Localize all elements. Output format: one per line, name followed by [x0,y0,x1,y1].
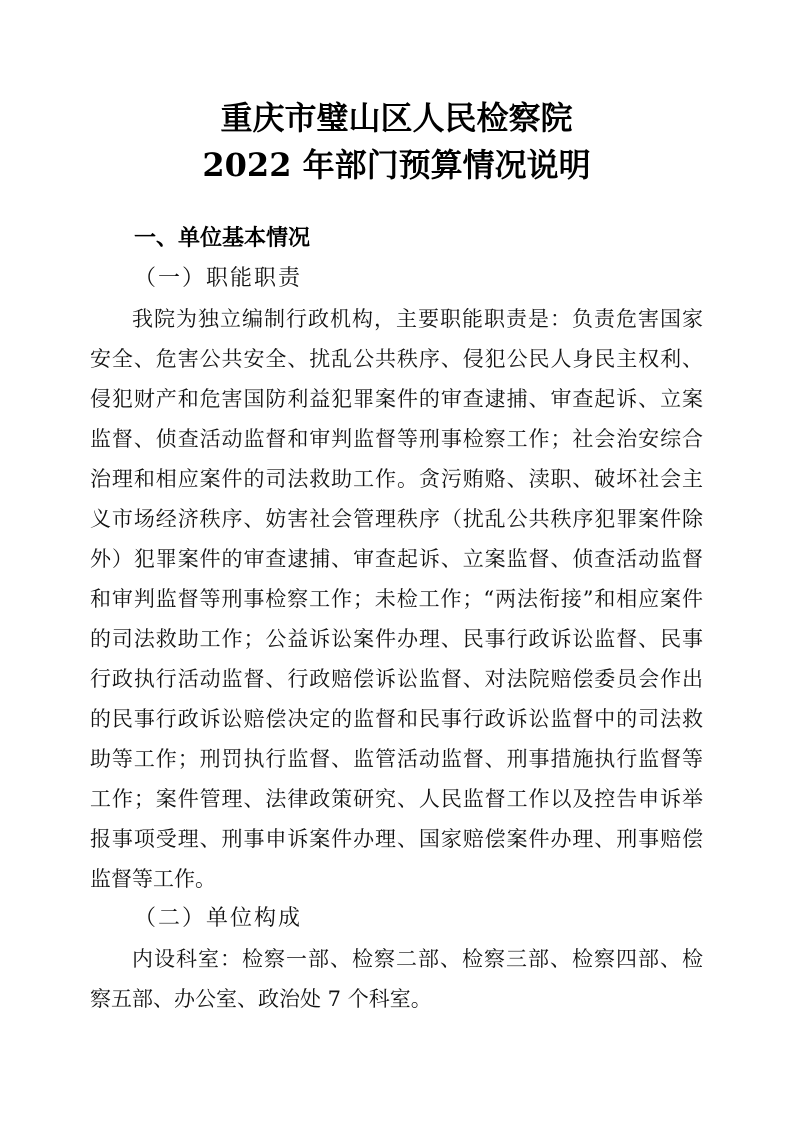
text-line: 工作；案件管理、法律政策研究、人民监督工作以及控告申诉举 [90,787,703,811]
section-heading-basic-info: 一、单位基本情况 [134,226,311,251]
title-line-1: 重庆市璧山区人民检察院 [220,99,573,137]
text-line: 的民事行政诉讼赔偿决定的监督和民事行政诉讼监督中的司法救 [90,707,703,731]
text-line: 安全、危害公共安全、扰乱公共秩序、侵犯公民人身民主权利、 [90,347,703,371]
text-line: 内设科室：检察一部、检察二部、检察三部、检察四部、检 [132,947,703,971]
text-line: 报事项受理、刑事申诉案件办理、国家赔偿案件办理、刑事赔偿 [90,827,703,851]
text-line: 治理和相应案件的司法救助工作。贪污贿赂、渎职、破坏社会主 [90,467,703,491]
text-line: 的司法救助工作；公益诉讼案件办理、民事行政诉讼监督、民事 [90,627,703,651]
title-line-2: 2022 年部门预算情况说明 [202,146,591,184]
text-line: 监督等工作。 [90,867,216,891]
text-line: 侵犯财产和危害国防利益犯罪案件的审查逮捕、审查起诉、立案 [90,387,703,411]
functions-paragraph [90,299,703,899]
subsection-heading-duties: （一）职能职责 [134,266,303,291]
text-line: 察五部、办公室、政治处 7 个科室。 [90,987,432,1011]
text-line: 和审判监督等刑事检察工作；未检工作；“两法衔接”和相应案件 [90,587,703,611]
text-line: 义市场经济秩序、妨害社会管理秩序（扰乱公共秩序犯罪案件除 [90,507,703,531]
text-line: 行政执行活动监督、行政赔偿诉讼监督、对法院赔偿委员会作出 [90,667,703,691]
document-title [90,95,703,189]
composition-paragraph [90,939,703,1019]
text-line: 外）犯罪案件的审查逮捕、审查起诉、立案监督、侦查活动监督 [90,547,703,571]
text-line: 监督、侦查活动监督和审判监督等刑事检察工作；社会治安综合 [90,427,703,451]
subsection-heading-composition: （二）单位构成 [134,906,303,931]
text-line: 助等工作；刑罚执行监督、监管活动监督、刑事措施执行监督等 [90,747,703,771]
text-line: 我院为独立编制行政机构，主要职能职责是：负责危害国家 [132,307,703,331]
